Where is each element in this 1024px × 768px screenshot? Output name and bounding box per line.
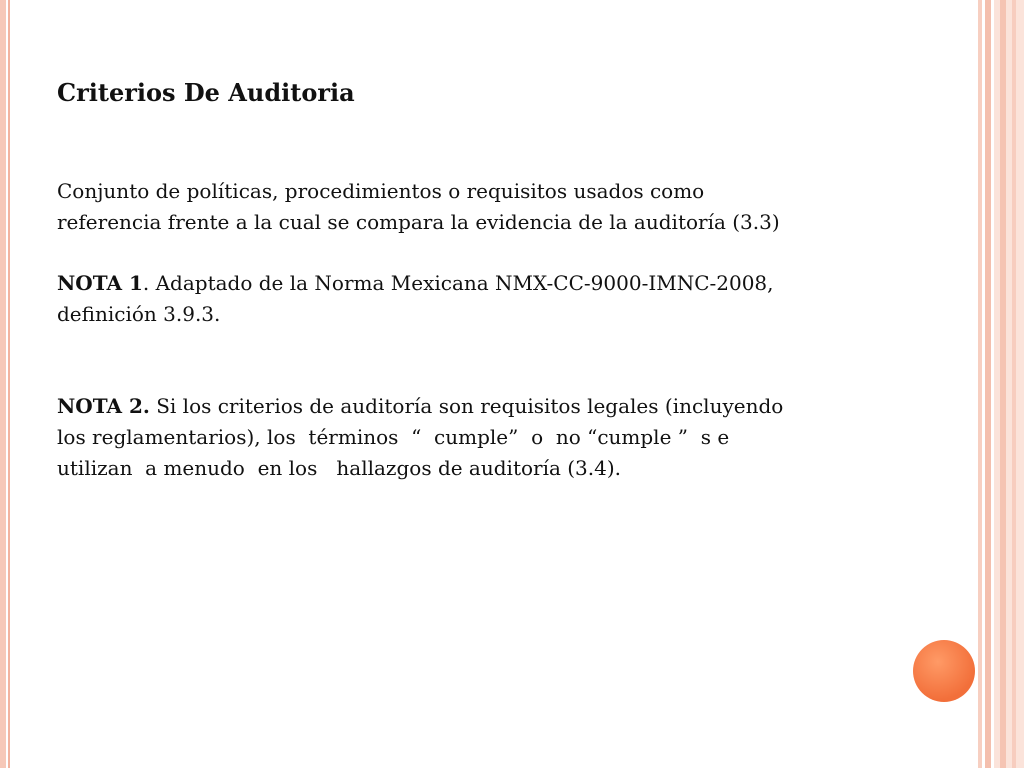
note-2-label: NOTA 2. — [57, 394, 150, 418]
left-decorative-line — [8, 0, 10, 768]
note-2-paragraph — [57, 391, 917, 484]
right-decorative-line-3 — [1000, 0, 1006, 768]
right-decorative-band — [994, 0, 1024, 768]
left-decorative-stripe — [0, 0, 6, 768]
note-1-text: . Adaptado de la Norma Mexicana NMX-CC-9000-IMNC-2008, definición 3.9.3. — [57, 271, 774, 326]
note-1-label: NOTA 1 — [57, 271, 143, 295]
orange-circle-decoration — [913, 640, 975, 702]
note-2-text: Si los criterios de auditoría son requisitos legales (incluyendo los reglamentarios), los términos “ cumple” o no “cumple ” s e utilizan a menudo en los hallazgos de auditoría (3.4). — [57, 394, 784, 480]
slide-title: Criterios De Auditoria — [57, 78, 355, 107]
right-decorative-line-1 — [978, 0, 982, 768]
definition-paragraph: Conjunto de políticas, procedimientos o requisitos usados como referencia frente a la cual se compara la evidencia de la auditoría (3.3) — [57, 179, 780, 234]
right-decorative-line-2 — [985, 0, 991, 768]
note-1-paragraph — [57, 268, 917, 330]
right-decorative-line-4 — [1012, 0, 1016, 768]
